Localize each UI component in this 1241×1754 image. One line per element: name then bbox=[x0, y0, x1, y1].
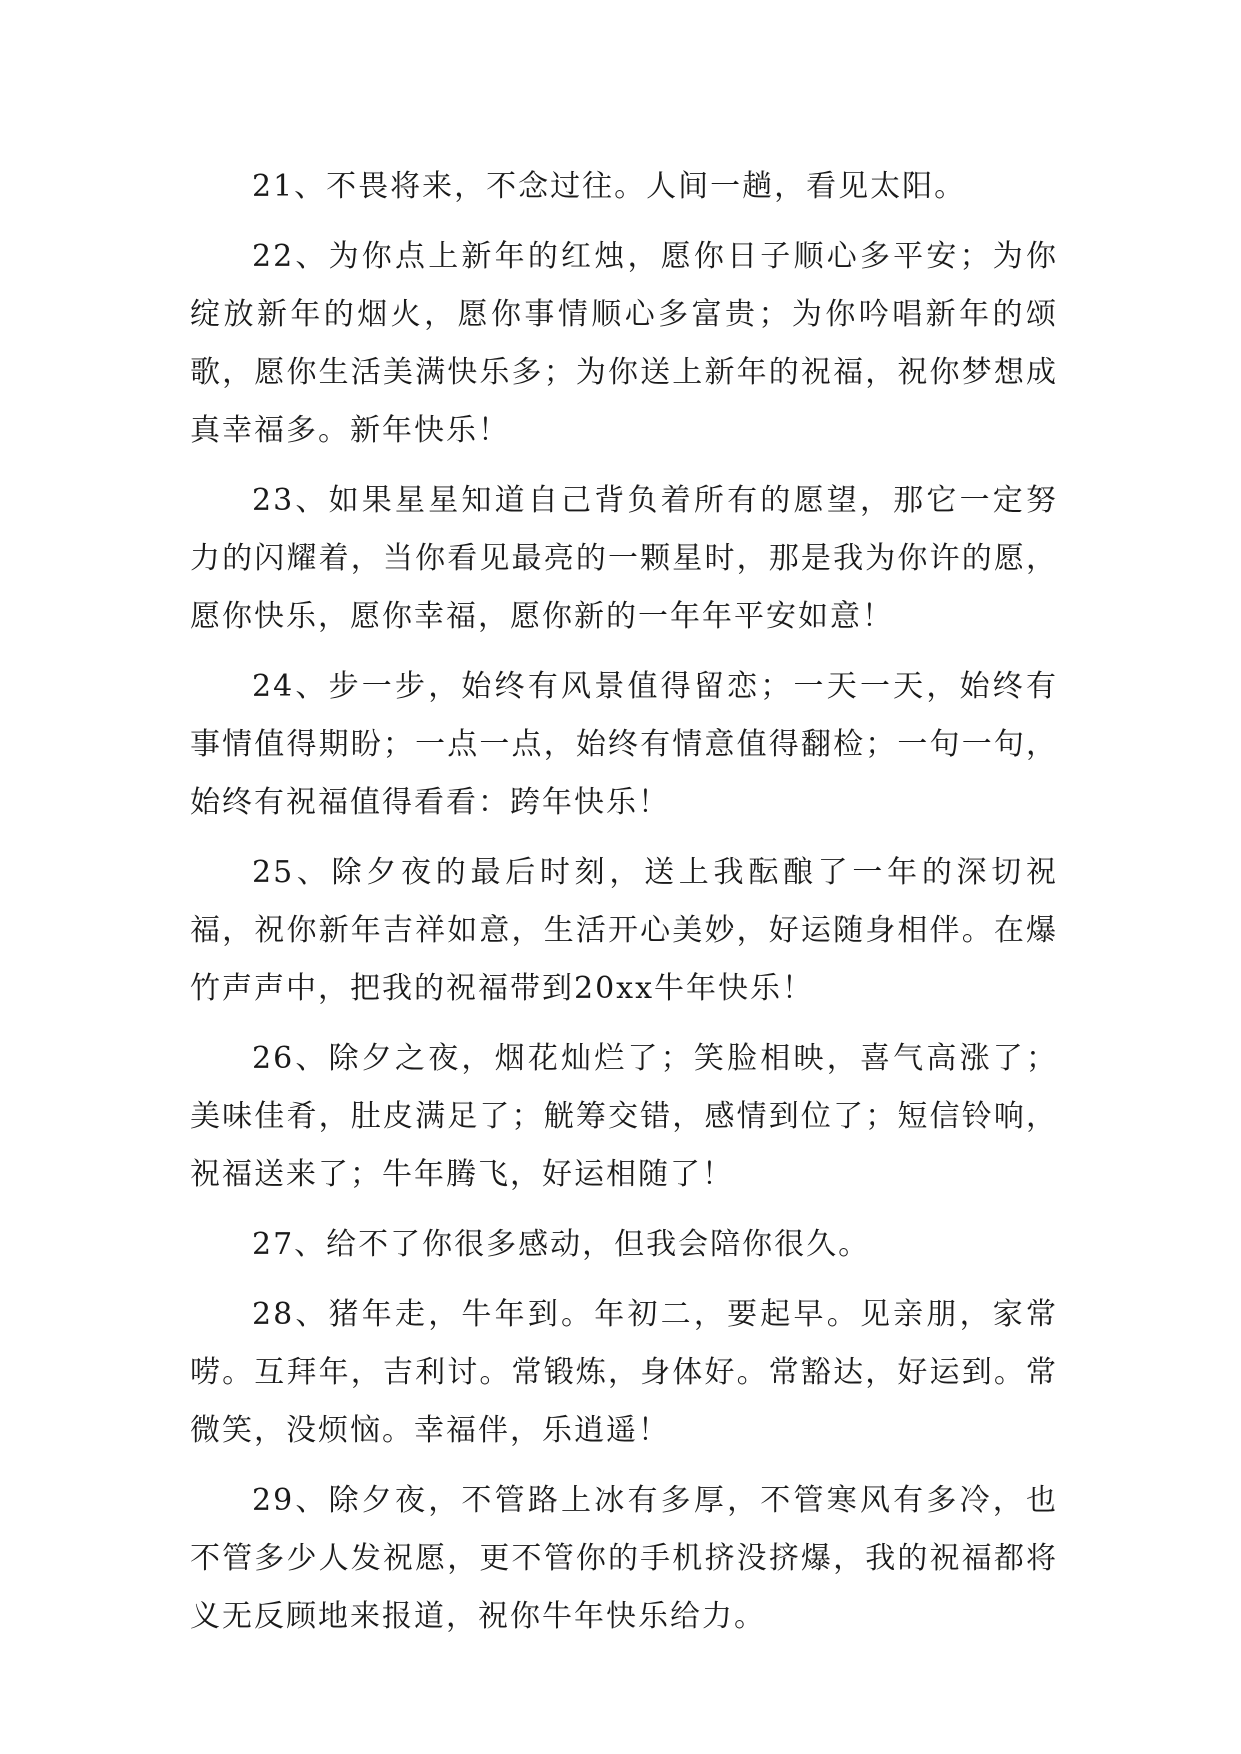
document-body bbox=[190, 158, 1058, 1658]
paragraph-28: 28、猪年走，牛年到。年初二，要起早。见亲朋，家常唠。互拜年，吉利讨。常锻炼，身体好。常豁达，好运到。常微笑，没烦恼。幸福伴，乐逍遥！ bbox=[190, 1297, 1058, 1448]
paragraph-26: 26、除夕之夜，烟花灿烂了；笑脸相映，喜气高涨了；美味佳肴，肚皮满足了；觥筹交错，感情到位了；短信铃响，祝福送来了；牛年腾飞，好运相随了！ bbox=[190, 1041, 1058, 1192]
paragraph-22: 22、为你点上新年的红烛，愿你日子顺心多平安；为你绽放新年的烟火，愿你事情顺心多富贵；为你吟唱新年的颂歌，愿你生活美满快乐多；为你送上新年的祝福，祝你梦想成真幸福多。新年快乐！ bbox=[190, 239, 1058, 448]
paragraph-23: 23、如果星星知道自己背负着所有的愿望，那它一定努力的闪耀着，当你看见最亮的一颗星时，那是我为你许的愿，愿你快乐，愿你幸福，愿你新的一年年平安如意！ bbox=[190, 483, 1058, 634]
paragraph-24: 24、步一步，始终有风景值得留恋；一天一天，始终有事情值得期盼；一点一点，始终有情意值得翻检；一句一句，始终有祝福值得看看：跨年快乐！ bbox=[190, 669, 1058, 820]
paragraph-25: 25、除夕夜的最后时刻，送上我酝酿了一年的深切祝福，祝你新年吉祥如意，生活开心美妙，好运随身相伴。在爆竹声声中，把我的祝福带到20xx牛年快乐！ bbox=[190, 855, 1058, 1006]
paragraph-27: 27、给不了你很多感动，但我会陪你很久。 bbox=[252, 1227, 871, 1262]
paragraph-21: 21、不畏将来，不念过往。人间一趟，看见太阳。 bbox=[252, 169, 967, 204]
paragraph-29: 29、除夕夜，不管路上冰有多厚，不管寒风有多冷，也不管多少人发祝愿，更不管你的手机挤没挤爆，我的祝福都将义无反顾地来报道，祝你牛年快乐给力。 bbox=[190, 1483, 1058, 1634]
